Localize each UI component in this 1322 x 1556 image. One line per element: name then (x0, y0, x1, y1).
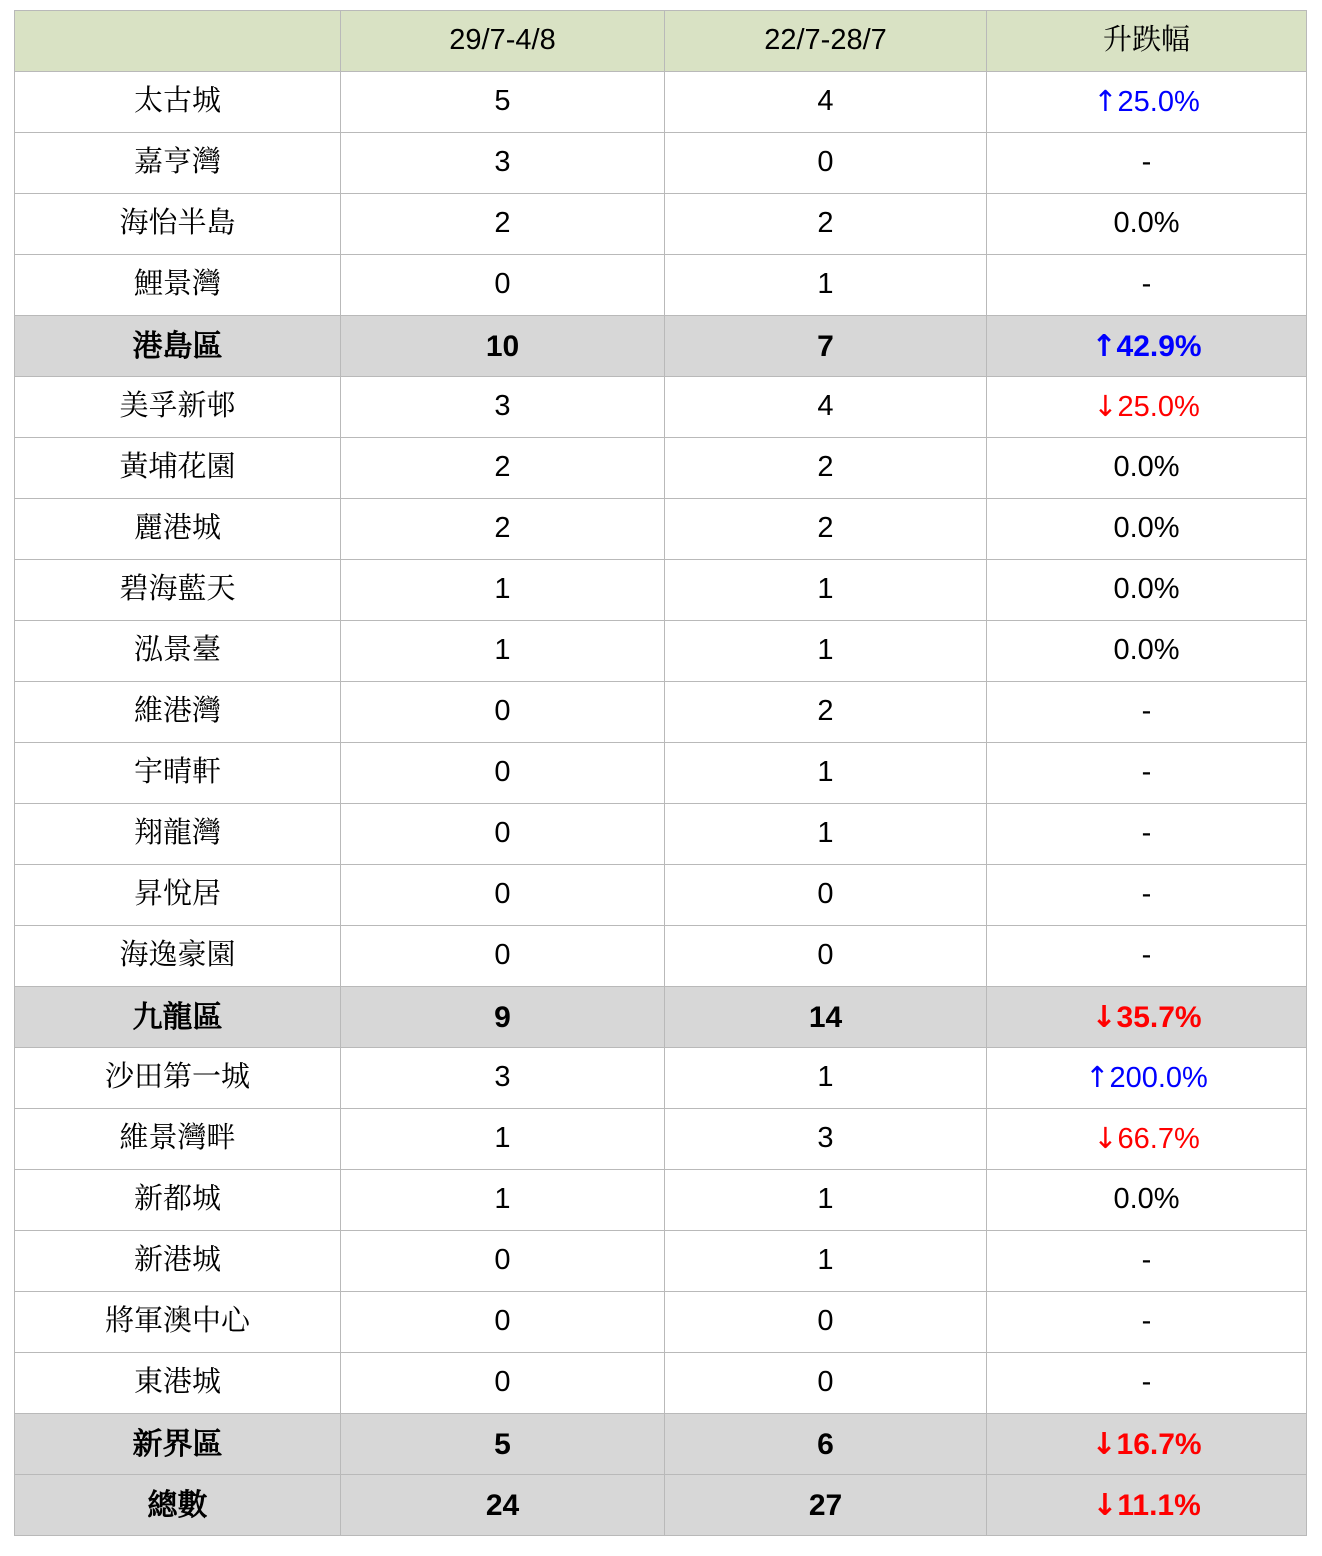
table-row (15, 1231, 1307, 1292)
cell-estate-name: 泓景臺 (15, 621, 341, 682)
cell-change-percent (987, 1170, 1307, 1231)
property-transactions-table (14, 10, 1307, 1536)
table-header (15, 11, 1307, 72)
cell-previous-count: 2 (665, 194, 987, 255)
cell-change-percent (987, 1414, 1307, 1475)
change-value: 0.0% (1113, 207, 1180, 240)
change-value: 0.0% (1113, 451, 1180, 484)
change-value: - (1141, 878, 1152, 911)
cell-previous-count: 1 (665, 255, 987, 316)
cell-current-count: 1 (341, 1170, 665, 1231)
cell-previous-count: 3 (665, 1109, 987, 1170)
table-row (15, 1170, 1307, 1231)
table-row (15, 1048, 1307, 1109)
table-row (15, 438, 1307, 499)
cell-current-count: 5 (341, 72, 665, 133)
cell-change-percent (987, 194, 1307, 255)
change-value: - (1141, 817, 1152, 850)
cell-current-count: 9 (341, 987, 665, 1048)
cell-estate-name: 海怡半島 (15, 194, 341, 255)
cell-previous-count: 0 (665, 133, 987, 194)
cell-estate-name: 東港城 (15, 1353, 341, 1414)
cell-change-percent (987, 560, 1307, 621)
cell-previous-count: 7 (665, 316, 987, 377)
cell-previous-count: 2 (665, 438, 987, 499)
column-header-current-period: 29/7-4/8 (341, 11, 665, 72)
cell-current-count: 2 (341, 194, 665, 255)
cell-current-count: 24 (341, 1475, 665, 1536)
cell-current-count: 10 (341, 316, 665, 377)
cell-change-percent (987, 743, 1307, 804)
cell-previous-count: 2 (665, 499, 987, 560)
change-value: 25.0% (1117, 390, 1200, 423)
table-row (15, 499, 1307, 560)
cell-change-percent (987, 316, 1307, 377)
change-value: - (1141, 695, 1152, 728)
cell-estate-name: 將軍澳中心 (15, 1292, 341, 1353)
cell-estate-name: 碧海藍天 (15, 560, 341, 621)
table-row (15, 804, 1307, 865)
cell-estate-name: 九龍區 (15, 987, 341, 1048)
change-value: - (1141, 1366, 1152, 1399)
change-value: - (1141, 1244, 1152, 1277)
cell-current-count: 3 (341, 133, 665, 194)
cell-previous-count: 27 (665, 1475, 987, 1536)
cell-estate-name: 海逸豪園 (15, 926, 341, 987)
column-header-estate (15, 11, 341, 72)
change-value: 0.0% (1113, 634, 1180, 667)
column-header-previous-period: 22/7-28/7 (665, 11, 987, 72)
cell-previous-count: 0 (665, 1292, 987, 1353)
table-row (15, 255, 1307, 316)
cell-change-percent (987, 1475, 1307, 1536)
cell-estate-name: 翔龍灣 (15, 804, 341, 865)
cell-change-percent (987, 865, 1307, 926)
table-row (15, 682, 1307, 743)
table-row (15, 194, 1307, 255)
arrow-down-icon: ↓ (1091, 1426, 1117, 1462)
cell-change-percent (987, 987, 1307, 1048)
cell-change-percent (987, 438, 1307, 499)
table-row (15, 560, 1307, 621)
table-header-row (15, 11, 1307, 72)
cell-estate-name: 太古城 (15, 72, 341, 133)
cell-current-count: 0 (341, 255, 665, 316)
cell-current-count: 0 (341, 1353, 665, 1414)
cell-change-percent (987, 1048, 1307, 1109)
cell-previous-count: 1 (665, 560, 987, 621)
cell-estate-name: 黃埔花園 (15, 438, 341, 499)
cell-change-percent (987, 621, 1307, 682)
cell-current-count: 2 (341, 499, 665, 560)
cell-previous-count: 14 (665, 987, 987, 1048)
change-value: 16.7% (1116, 1427, 1202, 1461)
cell-change-percent (987, 255, 1307, 316)
arrow-down-icon: ↓ (1091, 999, 1117, 1035)
change-value: - (1141, 146, 1152, 179)
cell-estate-name: 新港城 (15, 1231, 341, 1292)
table-row (15, 72, 1307, 133)
cell-change-percent (987, 1109, 1307, 1170)
change-value: 42.9% (1116, 329, 1202, 363)
cell-estate-name: 港島區 (15, 316, 341, 377)
cell-previous-count: 4 (665, 377, 987, 438)
cell-previous-count: 0 (665, 1353, 987, 1414)
cell-change-percent (987, 1292, 1307, 1353)
cell-previous-count: 0 (665, 865, 987, 926)
change-value: 0.0% (1113, 573, 1180, 606)
table-row (15, 621, 1307, 682)
table-row (15, 316, 1307, 377)
arrow-down-icon: ↓ (1093, 1120, 1118, 1155)
cell-previous-count: 0 (665, 926, 987, 987)
cell-estate-name: 宇晴軒 (15, 743, 341, 804)
cell-estate-name: 嘉亨灣 (15, 133, 341, 194)
change-value: 66.7% (1117, 1122, 1200, 1155)
cell-previous-count: 1 (665, 743, 987, 804)
cell-previous-count: 6 (665, 1414, 987, 1475)
cell-current-count: 0 (341, 1292, 665, 1353)
arrow-up-icon: ↑ (1091, 328, 1117, 364)
change-value: 11.1% (1117, 1488, 1201, 1522)
table-row (15, 1414, 1307, 1475)
cell-change-percent (987, 926, 1307, 987)
cell-current-count: 3 (341, 377, 665, 438)
cell-previous-count: 1 (665, 1048, 987, 1109)
change-value: - (1141, 939, 1152, 972)
cell-change-percent (987, 499, 1307, 560)
cell-change-percent (987, 1231, 1307, 1292)
change-value: 25.0% (1117, 85, 1200, 118)
table-row (15, 1109, 1307, 1170)
table-row (15, 1475, 1307, 1536)
change-value: 35.7% (1116, 1000, 1202, 1034)
table-body (15, 72, 1307, 1536)
cell-change-percent (987, 133, 1307, 194)
arrow-down-icon: ↓ (1093, 388, 1118, 423)
table-row (15, 743, 1307, 804)
change-value: 200.0% (1109, 1061, 1208, 1094)
cell-previous-count: 2 (665, 682, 987, 743)
cell-change-percent (987, 682, 1307, 743)
cell-estate-name: 美孚新邨 (15, 377, 341, 438)
cell-current-count: 5 (341, 1414, 665, 1475)
cell-current-count: 1 (341, 1109, 665, 1170)
cell-current-count: 0 (341, 743, 665, 804)
cell-estate-name: 麗港城 (15, 499, 341, 560)
table-row (15, 1292, 1307, 1353)
change-value: 0.0% (1113, 1183, 1180, 1216)
cell-current-count: 0 (341, 682, 665, 743)
arrow-up-icon: ↑ (1093, 83, 1118, 118)
cell-previous-count: 1 (665, 804, 987, 865)
cell-estate-name: 昇悅居 (15, 865, 341, 926)
cell-current-count: 0 (341, 804, 665, 865)
cell-current-count: 0 (341, 926, 665, 987)
table-row (15, 1353, 1307, 1414)
cell-estate-name: 維港灣 (15, 682, 341, 743)
change-value: - (1141, 268, 1152, 301)
arrow-down-icon: ↓ (1092, 1487, 1118, 1523)
cell-estate-name: 鯉景灣 (15, 255, 341, 316)
cell-change-percent (987, 804, 1307, 865)
cell-estate-name: 沙田第一城 (15, 1048, 341, 1109)
cell-estate-name: 維景灣畔 (15, 1109, 341, 1170)
table-row (15, 133, 1307, 194)
cell-change-percent (987, 1353, 1307, 1414)
table-row (15, 987, 1307, 1048)
cell-current-count: 2 (341, 438, 665, 499)
cell-estate-name: 新界區 (15, 1414, 341, 1475)
cell-previous-count: 1 (665, 1231, 987, 1292)
cell-previous-count: 4 (665, 72, 987, 133)
table-row (15, 377, 1307, 438)
cell-previous-count: 1 (665, 1170, 987, 1231)
change-value: - (1141, 1305, 1152, 1338)
cell-current-count: 0 (341, 865, 665, 926)
cell-estate-name: 總數 (15, 1475, 341, 1536)
cell-change-percent (987, 377, 1307, 438)
cell-estate-name: 新都城 (15, 1170, 341, 1231)
arrow-up-icon: ↑ (1085, 1059, 1110, 1094)
cell-current-count: 3 (341, 1048, 665, 1109)
column-header-change: 升跌幅 (987, 11, 1307, 72)
table-row (15, 926, 1307, 987)
table-row (15, 865, 1307, 926)
change-value: 0.0% (1113, 512, 1180, 545)
change-value: - (1141, 756, 1152, 789)
cell-change-percent (987, 72, 1307, 133)
cell-previous-count: 1 (665, 621, 987, 682)
cell-current-count: 0 (341, 1231, 665, 1292)
cell-current-count: 1 (341, 560, 665, 621)
cell-current-count: 1 (341, 621, 665, 682)
